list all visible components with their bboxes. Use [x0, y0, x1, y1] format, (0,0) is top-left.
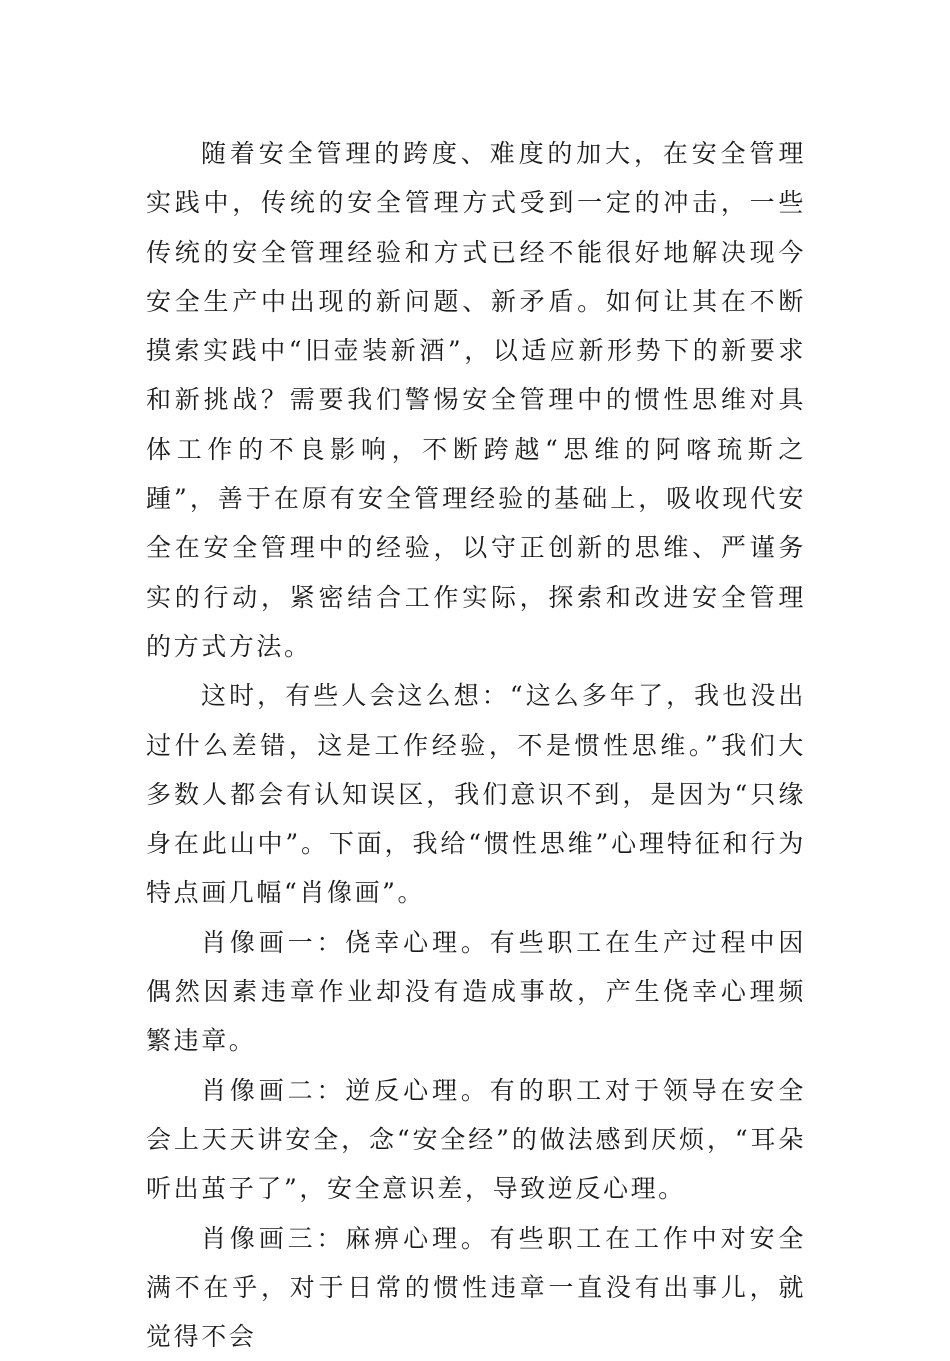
document-body: [146, 129, 806, 1361]
paragraph-portrait-two: 肖像画二：逆反心理。有的职工对于领导在安全会上天天讲安全，念“安全经”的做法感到厌烦，“耳朵听出茧子了”，安全意识差，导致逆反心理。: [146, 1075, 806, 1204]
paragraph-inertia-thinking: 这时，有些人会这么想：“这么多年了，我也没出过什么差错，这是工作经验，不是惯性思维。”我们大多数人都会有认知误区，我们意识不到，是因为“只缘身在此山中”。下面，我给“惯性思维”心理特征和行为特点画几幅“肖像画”。: [146, 681, 806, 908]
paragraph-intro: 随着安全管理的跨度、难度的加大，在安全管理实践中，传统的安全管理方式受到一定的冲击，一些传统的安全管理经验和方式已经不能很好地解决现今安全生产中出现的新问题、新矛盾。如何让其在不断摸索实践中“旧壶装新酒”，以适应新形势下的新要求和新挑战？需要我们警惕安全管理中的惯性思维对具体工作的不良影响，不断跨越“思维的阿喀琉斯之踵”，善于在原有安全管理经验的基础上，吸收现代安全在安全管理中的经验，以守正创新的思维、严谨务实的行动，紧密结合工作实际，探索和改进安全管理的方式方法。: [146, 139, 806, 661]
paragraph-portrait-one: 肖像画一：侥幸心理。有些职工在生产过程中因偶然因素违章作业却没有造成事故，产生侥幸心理频繁违章。: [146, 927, 806, 1056]
paragraph-portrait-three: 肖像画三：麻痹心理。有些职工在工作中对安全满不在乎，对于日常的惯性违章一直没有出事儿，就觉得不会: [146, 1223, 806, 1352]
